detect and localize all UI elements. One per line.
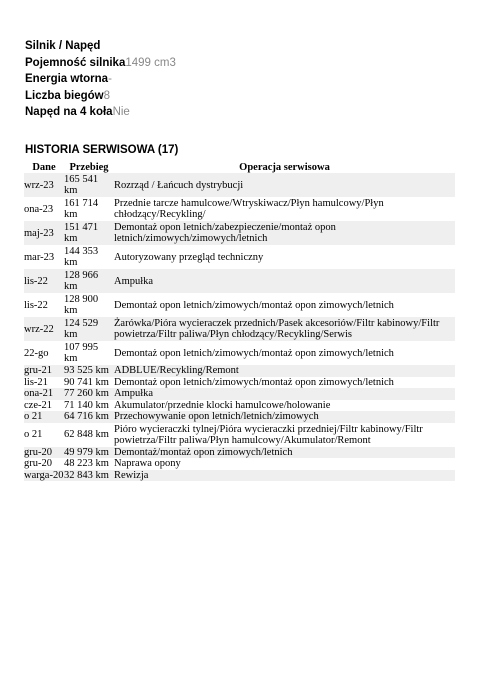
cell-mileage: 64 716 km (64, 411, 114, 423)
column-header-mileage: Przebieg (69, 162, 109, 173)
cell-mileage: 144 353 km (64, 245, 114, 269)
table-row (24, 423, 455, 447)
cell-mileage: 49 979 km (64, 447, 114, 459)
spec-label: Napęd na 4 koła (25, 106, 113, 118)
cell-operation: Demontaż opon letnich/zabezpieczenie/montaż opon letnich/zimowych/zimowych/letnich (114, 221, 455, 245)
cell-mileage: 93 525 km (64, 365, 114, 377)
table-row (24, 245, 455, 269)
cell-operation: Naprawa opony (114, 458, 455, 470)
cell-operation: Rewizja (114, 470, 455, 482)
table-row (24, 365, 455, 377)
service-history-table (24, 160, 455, 481)
cell-operation: Demontaż opon letnich/zimowych/montaż opon zimowych/letnich (114, 377, 455, 389)
cell-date: mar-23 (24, 245, 64, 269)
table-row (24, 377, 455, 389)
table-row (24, 293, 455, 317)
cell-date: maj-23 (24, 221, 64, 245)
cell-mileage: 90 741 km (64, 377, 114, 389)
spec-row-secondary-energy (25, 71, 465, 88)
cell-mileage: 128 900 km (64, 293, 114, 317)
cell-operation: Pióro wycieraczki tylnej/Pióra wycieraczki przedniej/Filtr kabinowy/Filtr powietrza/Filtr paliwa/Płyn hamulcowy/Akumulator/Remont (114, 423, 455, 447)
table-row (24, 317, 455, 341)
cell-date: lis-22 (24, 293, 64, 317)
column-header-date: Dane (32, 162, 56, 173)
cell-date: lis-22 (24, 269, 64, 293)
table-row (24, 341, 455, 365)
column-header-operation: Operacja serwisowa (239, 162, 330, 173)
cell-mileage: 71 140 km (64, 400, 114, 412)
cell-mileage: 62 848 km (64, 423, 114, 447)
cell-operation: Demontaż opon letnich/zimowych/montaż opon zimowych/letnich (114, 341, 455, 365)
cell-operation: Autoryzowany przegląd techniczny (114, 245, 455, 269)
table-row (24, 269, 455, 293)
cell-mileage: 32 843 km (64, 470, 114, 482)
cell-operation: Demontaż opon letnich/zimowych/montaż opon zimowych/letnich (114, 293, 455, 317)
cell-operation: Ampułka (114, 388, 455, 400)
cell-operation: Przednie tarcze hamulcowe/Wtryskiwacz/Płyn hamulcowy/Płyn chłodzący/Recykling/ (114, 197, 455, 221)
spec-value: 8 (103, 89, 110, 102)
cell-operation: Akumulator/przednie klocki hamulcowe/holowanie (114, 400, 455, 412)
spec-row-gear-count (25, 88, 465, 105)
service-history-heading: HISTORIA SERWISOWA (17) (25, 144, 179, 156)
spec-label: Liczba biegów (25, 89, 104, 102)
cell-date: o 21 (24, 423, 64, 447)
table-header-row (24, 160, 455, 173)
table-row (24, 411, 455, 423)
table-row (24, 400, 455, 412)
cell-mileage: 77 260 km (64, 388, 114, 400)
engine-section-heading: Silnik / Napęd (25, 40, 101, 52)
cell-operation: Żarówka/Pióra wycieraczek przednich/Pasek akcesoriów/Filtr kabinowy/Filtr powietrza/Filtr paliwa/Płyn chłodzący/Recykling/Serwis (114, 317, 455, 341)
cell-date: ona-23 (24, 197, 64, 221)
spec-row-engine-capacity (25, 55, 465, 72)
cell-mileage: 124 529 km (64, 317, 114, 341)
cell-operation: Ampułka (114, 269, 455, 293)
cell-operation: Rozrząd / Łańcuch dystrybucji (114, 173, 455, 197)
cell-mileage: 151 471 km (64, 221, 114, 245)
cell-mileage: 161 714 km (64, 197, 114, 221)
cell-date: wrz-23 (24, 173, 64, 197)
cell-mileage: 128 966 km (64, 269, 114, 293)
cell-date: cze-21 (24, 400, 64, 412)
table-row (24, 388, 455, 400)
table-row (24, 470, 455, 482)
cell-mileage: 107 995 km (64, 341, 114, 365)
cell-date: gru-20 (24, 447, 64, 459)
table-row (24, 447, 455, 459)
cell-date: o 21 (24, 411, 64, 423)
table-row (24, 197, 455, 221)
spec-label: Pojemność silnika (25, 56, 126, 69)
cell-operation: Przechowywanie opon letnich/letnich/zimowych (114, 411, 455, 423)
cell-date: warga-20 (24, 469, 64, 481)
cell-mileage: 165 541 km (64, 173, 114, 197)
cell-mileage: 48 223 km (64, 458, 114, 470)
cell-date: lis-21 (24, 377, 64, 389)
spec-value: 1499 cm3 (125, 56, 176, 69)
spec-value: - (108, 73, 112, 85)
cell-operation: Demontaż/montaż opon zimowych/letnich (114, 447, 455, 459)
table-row (24, 173, 455, 197)
table-row (24, 221, 455, 245)
spec-value: Nie (112, 106, 130, 118)
spec-row-four-wheel-drive (25, 104, 465, 121)
engine-spec-section (25, 38, 465, 121)
cell-operation: ADBLUE/Recykling/Remont (114, 365, 455, 377)
cell-date: gru-20 (24, 458, 64, 470)
cell-date: wrz-22 (24, 317, 64, 341)
table-row (24, 458, 455, 470)
cell-date: 22-go (24, 341, 64, 365)
cell-date: ona-21 (24, 388, 64, 400)
spec-label: Energia wtorna (25, 73, 109, 85)
cell-date: gru-21 (24, 365, 64, 377)
